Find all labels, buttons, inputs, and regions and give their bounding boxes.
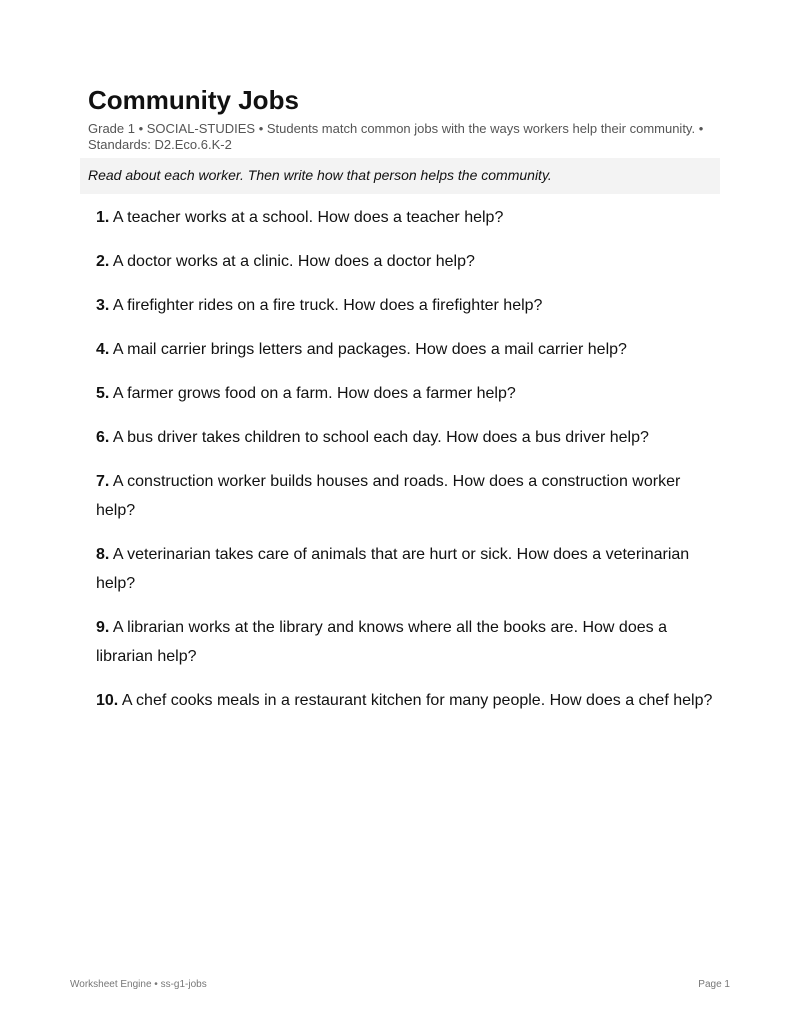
question-item [96, 335, 716, 364]
question-item [96, 291, 716, 320]
question-text: A construction worker builds houses and roads. How does a construction worker help? [96, 473, 681, 519]
question-item [96, 467, 716, 525]
question-number: 4. [96, 341, 110, 358]
question-number: 3. [96, 297, 110, 314]
question-item [96, 203, 716, 232]
question-text: A veterinarian takes care of animals that are hurt or sick. How does a veterinarian help? [96, 546, 690, 592]
footer-source: Worksheet Engine • ss-g1-jobs [70, 979, 207, 990]
question-item [96, 379, 716, 408]
question-item [96, 613, 716, 671]
footer-page-number: Page 1 [698, 979, 730, 990]
question-text: A firefighter rides on a fire truck. How does a firefighter help? [112, 297, 543, 314]
question-number: 10. [96, 692, 119, 709]
question-text: A mail carrier brings letters and packages. How does a mail carrier help? [112, 341, 627, 358]
question-number: 6. [96, 429, 110, 446]
page-title: Community Jobs [88, 85, 299, 115]
question-item [96, 540, 716, 598]
question-text: A librarian works at the library and knows where all the books are. How does a librarian help? [96, 619, 667, 665]
question-number: 7. [96, 473, 110, 490]
question-text: A chef cooks meals in a restaurant kitchen for many people. How does a chef help? [121, 692, 713, 709]
question-text: A doctor works at a clinic. How does a doctor help? [112, 253, 475, 270]
question-text: A teacher works at a school. How does a teacher help? [112, 209, 504, 226]
question-number: 5. [96, 385, 110, 402]
question-number: 2. [96, 253, 110, 270]
question-number: 8. [96, 546, 110, 563]
question-list [96, 203, 716, 730]
question-item [96, 423, 716, 452]
question-number: 1. [96, 209, 110, 226]
worksheet-meta: Grade 1 • SOCIAL-STUDIES • Students match common jobs with the ways workers help their community. • Standards: D2.Eco.6.K-2 [88, 121, 704, 152]
question-text: A farmer grows food on a farm. How does a farmer help? [112, 385, 516, 402]
instructions-box: Read about each worker. Then write how that person helps the community. [80, 158, 720, 194]
question-item [96, 686, 716, 715]
question-number: 9. [96, 619, 110, 636]
question-item [96, 247, 716, 276]
question-text: A bus driver takes children to school each day. How does a bus driver help? [112, 429, 649, 446]
